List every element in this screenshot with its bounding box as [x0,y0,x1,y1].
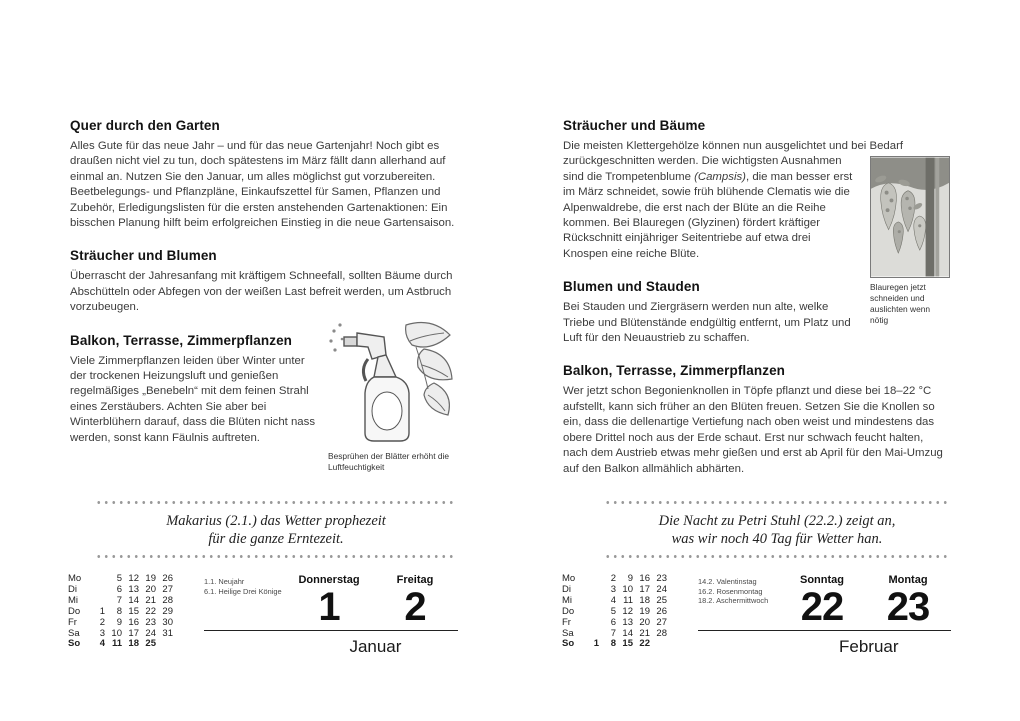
calendar-cell: 30 [162,616,173,628]
weekday-label: Mo [68,573,82,584]
calendar-cell: 8 [116,605,122,617]
calendar-cell: 25 [145,638,156,650]
calendar-cell [582,574,599,585]
calendar-cell: 27 [656,616,667,628]
right-page [563,118,950,494]
calendar-cell: 7 [116,594,122,606]
wisteria-illustration [870,156,950,278]
article-section [563,363,950,476]
calendar-cell: 25 [656,594,667,606]
wisteria-figure [870,156,950,326]
left-page [70,118,456,477]
calendar-cell: 9 [116,616,122,628]
calendar-cell: 10 [111,627,122,639]
calendar-cell: 13 [622,616,633,628]
month-name: Januar [349,637,402,656]
calendar-cell [156,639,173,650]
section-heading: Blumen und Stauden [563,279,700,295]
calendar-cell: 22 [639,638,650,650]
calendar-cell: 5 [116,573,122,584]
calendar-row [68,607,178,618]
day-column [865,574,951,627]
weather-proverb-february [604,500,950,559]
weekday-label: Sa [68,627,80,639]
calendar-cell: 17 [639,583,650,595]
calendar-cell: 7 [610,627,616,639]
day-number: 2 [404,585,426,629]
calendar-cell: 1 [593,638,599,650]
calendar-cell [88,574,105,585]
holiday-notes [204,574,286,627]
weekday-label: So [68,638,81,650]
calendar-row [562,618,672,629]
day-name: Montag [888,574,928,586]
section-body: Alles Gute für das neue Jahr – und für das neue Gartenjahr! Noch gibt es draußen nicht viel zu tun, doch spätestens im März fällt dann allerhand auf einmal an. Nutzen Sie den Januar, um alles möglichst gut vorzubereiten. Beetbelegungs- und Pflanzpläne, Einkaufszettel für Samen, Pflanzen und Zubehör, Erledigungslisten für die ersten anstehenden Gartenaktionen: Ein bisschen Planung hilft beim erfolgreichen Einstieg in die neue Gartensaison. [70,140,455,230]
weekday-label: Fr [562,616,571,628]
calendar-cell: 21 [639,627,650,639]
calendar-cell: 28 [656,627,667,639]
calendar-row-sunday [562,639,672,650]
calendar-cell: 16 [639,573,650,584]
figure-caption: Besprühen der Blätter erhöht die Luftfeuchtigkeit [328,450,450,472]
calendar-cell: 18 [128,638,139,650]
figure-caption: Blauregen jetzt schneiden und auslichten wenn nötig [870,282,931,326]
body-text: Die meisten Klettergehölze können nun ausgelichtet und bei Bedarf zurückgeschnitten werden. [563,140,904,168]
dotted-divider [604,554,950,559]
calendar-cell: 2 [99,616,105,628]
spray-bottle-figure [328,319,456,473]
calendar-cell: 31 [162,627,173,639]
calendar-cell: 11 [111,638,122,650]
month-name: Februar [839,637,899,656]
weekday-label: Mo [562,573,576,584]
day-name: Sonntag [800,574,844,586]
dotted-divider [604,500,950,505]
article-section [70,118,456,231]
calendar-cell [582,585,599,596]
calendar-cell: 4 [99,638,105,650]
calendar-cell: 28 [162,594,173,606]
holiday-note: 6.1. Heilige Drei Könige [204,586,282,596]
weekday-label: Mi [562,594,573,606]
calendar-cell: 26 [162,573,173,584]
section-body: Bei Stauden und Ziergräsern werden nun alte, welke Triebe und Blütenstände endgültig entfernt, um Platz und Luft für den Neuaustrieb zu schaffen. [563,301,851,345]
weekday-label: Di [562,583,571,595]
calendar-cell: 1 [99,605,105,617]
holiday-note: 16.2. Rosenmontag [698,586,763,596]
section-heading: Balkon, Terrasse, Zimmerpflanzen [563,363,786,379]
calendar-cell [88,585,105,596]
calendar-cell: 29 [162,605,173,617]
calendar-cell: 24 [656,583,667,595]
calendar-cell: 21 [145,594,156,606]
calendar-row [562,629,672,640]
calendar-cell: 10 [622,583,633,595]
day-name: Donnerstag [298,574,360,586]
calendar-cell: 9 [627,573,633,584]
calendar-row [562,607,672,618]
calendar-cell: 4 [610,594,616,606]
section-heading: Sträucher und Bäume [563,118,706,133]
weekday-label: Mi [68,594,79,606]
dotted-divider [95,554,457,559]
calendar-row-sunday [68,639,178,650]
day-column [286,574,372,627]
body-text-italic: (Campsis) [694,170,746,183]
calendar-cell: 20 [145,583,156,595]
calendar-cell: 5 [610,605,616,617]
weather-proverb-january [95,500,457,559]
day-number: 22 [800,585,844,629]
calendar-cell: 12 [622,605,633,617]
calendar-cell: 17 [128,627,139,639]
calendar-cell: 19 [145,573,156,584]
body-text: , die man besser erst im März schneidet, sowie früh blühende Clematis wie die Alpenwaldrebe, die erst nach der Blüte an die Reihe kommen. Bei Blauregen (Glyzinen) fördert kräftiger Rückschnitt einjähriger Seitentriebe auf etwa drei Knospen eine reiche Blüte. [563,170,853,260]
day-column [372,574,458,627]
calendar-cell: 3 [610,583,616,595]
section-heading: Balkon, Terrasse, Zimmerpflanzen [70,332,293,348]
calendar-cell: 19 [639,605,650,617]
january-calendar-band [68,574,458,657]
calendar-cell: 15 [128,605,139,617]
section-heading: Quer durch den Garten [70,118,220,133]
calendar-rule [698,630,951,631]
calendar-row [68,629,178,640]
dotted-divider [95,500,457,505]
calendar-cell: 27 [162,583,173,595]
weekday-label: Sa [562,627,574,639]
calendar-cell [582,618,599,629]
february-weekday-table [562,574,672,650]
calendar-cell: 18 [639,594,650,606]
weekday-label: So [562,638,575,650]
calendar-cell: 23 [145,616,156,628]
calendar-cell: 3 [99,627,105,639]
holiday-note: 18.2. Aschermittwoch [698,596,769,606]
calendar-row [68,618,178,629]
calendar-cell: 14 [622,627,633,639]
section-body: Überrascht der Jahresanfang mit kräftigem Schneefall, sollten Bäume durch Abschütteln oder Abfegen von der weißen Last befreit werden, um Astbruch vorzubeugen. [70,270,453,314]
calendar-cell: 15 [622,638,633,650]
day-column [779,574,865,627]
weekday-label: Di [68,583,77,595]
calendar-cell: 23 [656,573,667,584]
day-name: Freitag [396,574,434,586]
weekday-label: Fr [68,616,77,628]
holiday-notes [698,574,779,627]
calendar-cell: 12 [128,573,139,584]
calendar-cell: 16 [128,616,139,628]
calendar-cell: 20 [639,616,650,628]
weekday-label: Do [68,605,81,617]
calendar-cell: 13 [128,583,139,595]
calendar-cell: 22 [145,605,156,617]
article-section [70,248,456,315]
weekday-label: Do [562,605,575,617]
calendar-cell: 6 [610,616,616,628]
proverb-line: Die Nacht zu Petri Stuhl (22.2.) zeigt an, [658,513,896,529]
calendar-cell: 6 [116,583,122,595]
calendar-cell: 2 [610,573,616,584]
body-text: Die wichtigsten Ausnahmen sind die Trompetenblume [563,155,842,183]
holiday-note: 1.1. Neujahr [204,577,245,586]
calendar-cell: 26 [656,605,667,617]
calendar-cell [582,607,599,618]
calendar-cell [650,639,667,650]
calendar-cell: 8 [610,638,616,650]
february-calendar-band [562,574,951,657]
proverb-line: für die ganze Erntezeit. [208,531,344,547]
day-number: 23 [886,585,930,629]
spray-bottle-illustration [328,319,456,447]
calendar-cell: 14 [128,594,139,606]
january-weekday-table [68,574,178,650]
proverb-line: was wir noch 40 Tag für Wetter han. [671,531,883,547]
holiday-note: 14.2. Valentinstag [698,577,757,586]
section-heading: Sträucher und Blumen [70,248,217,264]
day-number: 1 [318,585,340,629]
calendar-cell [582,596,599,607]
section-body: Viele Zimmerpflanzen leiden über Winter unter der trockenen Heizungsluft und genießen regelmäßiges „Benebeln“ mit dem feinen Strahl eines Zerstäubers. Achten Sie aber bei Winterblühern darauf, dass die Blüten nicht nass werden, sonst kann Fäulnis auftreten. [70,354,316,444]
calendar-rule [204,630,458,631]
proverb-line: Makarius (2.1.) das Wetter prophezeit [166,513,386,529]
calendar-cell: 11 [623,594,633,606]
section-body: Wer jetzt schon Begonienknollen in Töpfe pflanzt und diese bei 18–22 °C aufstellt, kann sich früher an den Blüten freuen. Setzen Sie die Knollen so ein, dass die dellenartige Vertiefung nach oben weist und mindestens das obere Drittel noch aus der Erde schaut. Erst nur schwach feucht halten, nach dem Austrieb etwas mehr gießen und erst ab April für den Mai-Umzug auf den Balkon allmählich abhärten. [563,385,943,475]
calendar-cell: 24 [145,627,156,639]
